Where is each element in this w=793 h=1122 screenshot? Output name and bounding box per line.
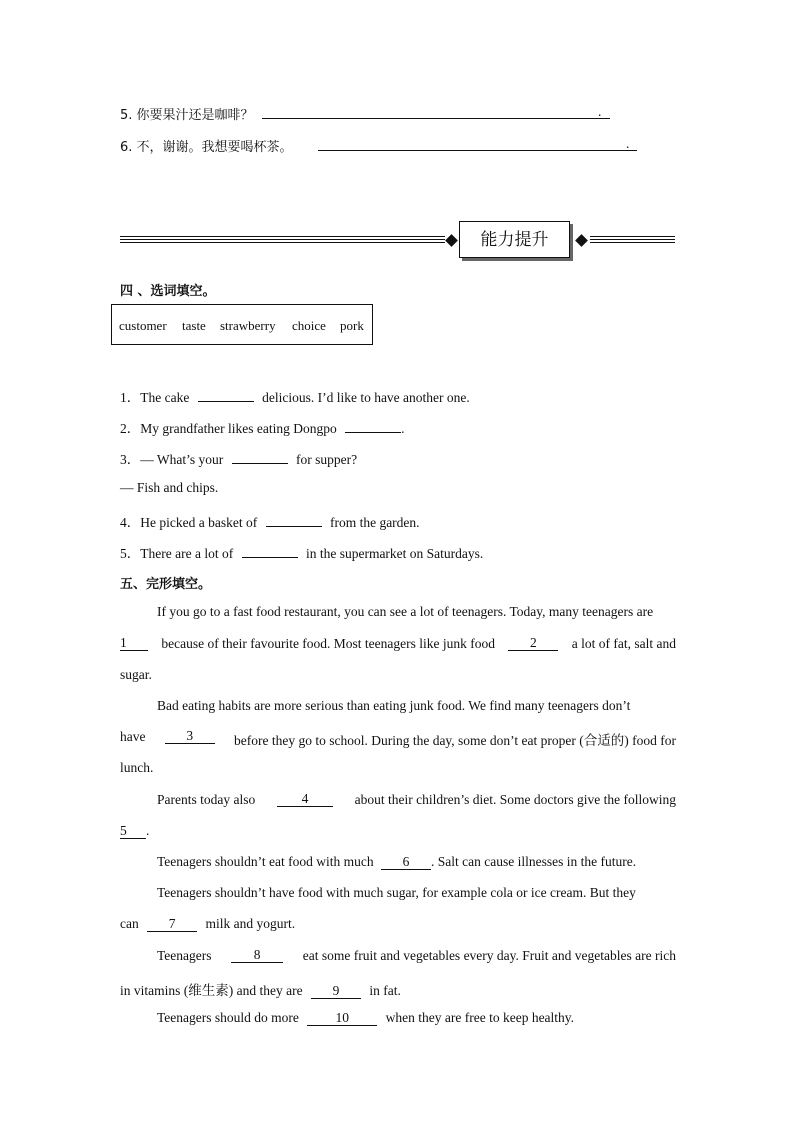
passage-text: when they are free to keep healthy. [385,1010,575,1025]
passage-line [120,823,149,839]
banner-rule-left [120,236,445,245]
passage-line [157,604,676,620]
banner-title: 能力提升 [480,230,549,250]
passage-line [120,916,295,932]
cloze-blank-3[interactable]: 3 [165,729,215,744]
passage-text: Teenagers shouldn’t eat food with much [157,854,374,869]
banner-diamond-left [445,234,458,247]
exercise-item [120,542,483,562]
passage-text: a lot of fat, salt and [571,636,676,651]
answer-line[interactable] [318,150,637,151]
passage-line [120,729,676,749]
passage-line: sugar. [120,667,152,682]
section-heading: 四 、选词填空。 [120,284,216,299]
passage-text: Teenagers should do more [157,1010,299,1025]
cloze-blank-9[interactable]: 9 [311,984,361,999]
passage-text: milk and yogurt. [205,916,296,931]
cloze-blank-5[interactable]: 5 [120,824,146,839]
exercise-text: . [401,421,405,436]
passage-text: . Salt can cause illnesses in the future. [431,854,637,869]
exercise-text: delicious. I’d like to have another one. [262,390,470,405]
passage-text: because of their favourite food. Most teenagers like junk food [161,636,496,651]
passage-line [157,698,676,714]
passage-text: Teenagers [157,948,212,963]
passage-text: eat some fruit and vegetables every day. Fruit and vegetables are rich [302,948,676,963]
passage-text: . [146,823,150,838]
passage-text: before they go to school. During the day, some don’t eat proper (合适的) food for [233,733,676,748]
passage-text: Teenagers shouldn’t have food with much sugar, for example cola or ice cream. But they [157,885,636,900]
cloze-blank-8[interactable]: 8 [231,948,283,963]
fill-blank[interactable] [242,543,298,558]
exercise-text: from the garden. [329,515,420,530]
passage-text: have [120,729,146,744]
line-end-period: . [626,136,630,151]
translation-text: 6. 不，谢谢。我想要喝杯茶。 [120,140,293,155]
exercise-answer-line: — Fish and chips. [120,480,219,495]
passage-text: If you go to a fast food restaurant, you can see a lot of teenagers. Today, many teenagers are [157,604,654,619]
passage-line [157,948,676,964]
passage-line [157,792,676,808]
line-end-period: . [598,104,602,119]
exercise-text: for supper? [296,452,358,467]
banner-diamond-right [575,234,588,247]
passage-text: about their children’s diet. Some doctors give the following [354,792,676,807]
word-bank [111,304,373,345]
cloze-blank-7[interactable]: 7 [147,917,197,932]
fill-blank[interactable] [345,418,401,433]
translation-text: 5. 你要果汁还是咖啡？ [120,108,254,123]
word-bank-item: strawberry [220,318,276,333]
passage-text: Parents today also [157,792,256,807]
passage-line [157,885,676,901]
exercise-item [120,417,404,437]
answer-line[interactable] [262,118,610,119]
section-banner [459,221,570,258]
exercise-item [120,511,420,531]
cloze-blank-10[interactable]: 10 [307,1011,377,1026]
exercise-item [120,386,470,406]
translation-item-5 [120,104,254,123]
passage-line [120,636,676,652]
cloze-blank-6[interactable]: 6 [381,855,431,870]
fill-blank[interactable] [198,387,254,402]
word-bank-item: choice [292,318,326,333]
passage-text: can [120,916,139,931]
banner-rule-right [590,236,675,245]
fill-blank[interactable] [232,449,288,464]
fill-blank[interactable] [266,512,322,527]
exercise-item [120,448,357,468]
exercise-text: in the supermarket on Saturdays. [305,546,484,561]
passage-text: Bad eating habits are more serious than eating junk food. We find many teenagers don’t [157,698,631,713]
passage-line: lunch. [120,760,154,775]
word-bank-item: customer [119,318,167,333]
cloze-blank-4[interactable]: 4 [277,792,333,807]
translation-item-6 [120,136,293,155]
exercise-text: 5．There are a lot of [120,546,234,561]
word-bank-item: taste [182,318,206,333]
exercise-text: 3．— What’s your [120,452,224,467]
exercise-text: 2．My grandfather likes eating Dongpo [120,421,337,436]
cloze-blank-1[interactable]: 1 [120,636,148,651]
passage-line [157,854,636,870]
word-bank-item: pork [340,318,364,333]
exercise-text: 4．He picked a basket of [120,515,258,530]
exercise-text: 1．The cake [120,390,190,405]
passage-line [157,1010,574,1026]
passage-line [120,979,401,999]
section-heading: 五、完形填空。 [120,577,212,592]
passage-text: in fat. [369,983,401,998]
cloze-blank-2[interactable]: 2 [508,636,558,651]
passage-text: in vitamins (维生素) and they are [120,983,303,998]
